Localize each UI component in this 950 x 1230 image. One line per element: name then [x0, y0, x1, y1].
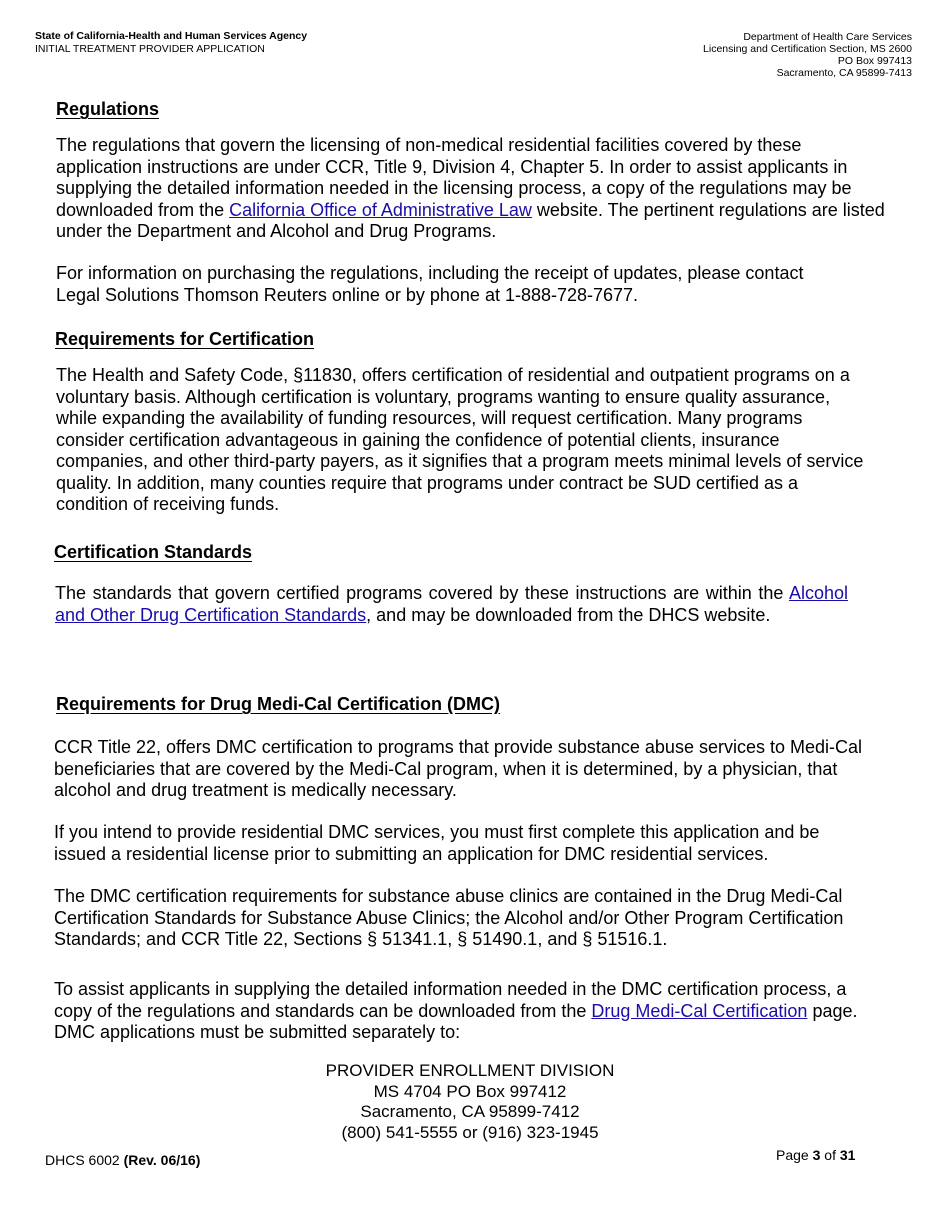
header-address [703, 31, 912, 79]
header-address-line: PO Box 997413 [837, 55, 912, 67]
division-name: PROVIDER ENROLLMENT DIVISION [325, 1061, 615, 1080]
page-number: Page 3 of 31 [776, 1147, 856, 1163]
certification-standards-heading: Certification Standards [54, 542, 253, 562]
requirements-certification-heading: Requirements for Certification [55, 329, 315, 349]
dmc-paragraph-4: To assist applicants in supplying the detailed information needed in the DMC certification process, a copy of the regulations and standards can be downloaded from the Drug Medi-Cal Certification page. DMC applications must be submitted separately to: [54, 979, 858, 1042]
mailing-address [0, 1061, 940, 1143]
form-title: INITIAL TREATMENT PROVIDER APPLICATION [35, 43, 265, 55]
dmc-paragraph-3: The DMC certification requirements for substance abuse clinics are contained in the Drug Medi-Cal Certification Standards for Substance Abuse Clinics; the Alcohol and/or Other Program Certification Standards; and CCR Title 22, Sections § 51341.1, § 51490.1, and § 51516.1. [54, 886, 844, 949]
regulations-paragraph-2: For information on purchasing the regulations, including the receipt of updates, please contact Legal Solutions Thomson Reuters online or by phone at 1-888-728-7677. [56, 263, 804, 305]
form-number: DHCS 6002 (Rev. 06/16) [45, 1152, 201, 1168]
revision: (Rev. 06/16) [123, 1152, 201, 1168]
header-address-line: Sacramento, CA 95899-7413 [776, 67, 912, 79]
dmc-paragraph-2: If you intend to provide residential DMC services, you must first complete this application and be issued a residential license prior to submitting an application for DMC residential services. [54, 822, 820, 864]
dmc-certification-link[interactable]: Drug Medi-Cal Certification [591, 1000, 808, 1021]
regulations-paragraph-1: The regulations that govern the licensing of non-medical residential facilities covered by these application instructions are under CCR, Title 9, Division 4, Chapter 5. In order to assist applicants in supplying the detailed information needed in the licensing process, a copy of the regulations may be downloaded from the California Office of Administrative Law website. The pertinent regulations are listed under the Department and Alcohol and Drug Programs. [56, 135, 885, 241]
dmc-heading: Requirements for Drug Medi-Cal Certification (DMC) [56, 694, 501, 714]
phone-numbers: (800) 541-5555 or (916) 323-1945 [341, 1122, 599, 1142]
header-address-line: Licensing and Certification Section, MS 2600 [703, 43, 912, 55]
certification-standards-paragraph: The standards that govern certified programs covered by these instructions are within the Alcohol and Other Drug Certification Standards, and may be downloaded from the DHCS website. [55, 583, 848, 625]
dmc-paragraph-1: CCR Title 22, offers DMC certification to programs that provide substance abuse services to Medi-Cal beneficiaries that are covered by the Medi-Cal program, when it is determined, by a physician, that alcohol and drug treatment is medically necessary. [54, 737, 863, 800]
agency-name: State of California-Health and Human Services Agency [35, 30, 308, 42]
oal-link[interactable]: California Office of Administrative Law [229, 199, 532, 220]
address-line-1: MS 4704 PO Box 997412 [373, 1081, 567, 1101]
aod-standards-link[interactable]: Alcohol and Other Drug Certification Standards [55, 583, 848, 625]
address-line-2: Sacramento, CA 95899-7412 [360, 1102, 580, 1121]
regulations-heading: Regulations [56, 99, 160, 119]
header-left [35, 30, 307, 56]
header-address-line: Department of Health Care Services [743, 31, 912, 43]
requirements-certification-paragraph: The Health and Safety Code, §11830, offers certification of residential and outpatient programs on a voluntary basis. Although certification is voluntary, programs wanting to ensure quality assurance, while expanding the availability of funding resources, will request certification. Many programs consider certification advantageous in gaining the confidence of potential clients, insurance companies, and other third-party payers, as it signifies that a program meets minimal levels of service quality. In addition, many counties require that programs under contract be SUD certified as a condition of receiving funds. [56, 365, 864, 514]
